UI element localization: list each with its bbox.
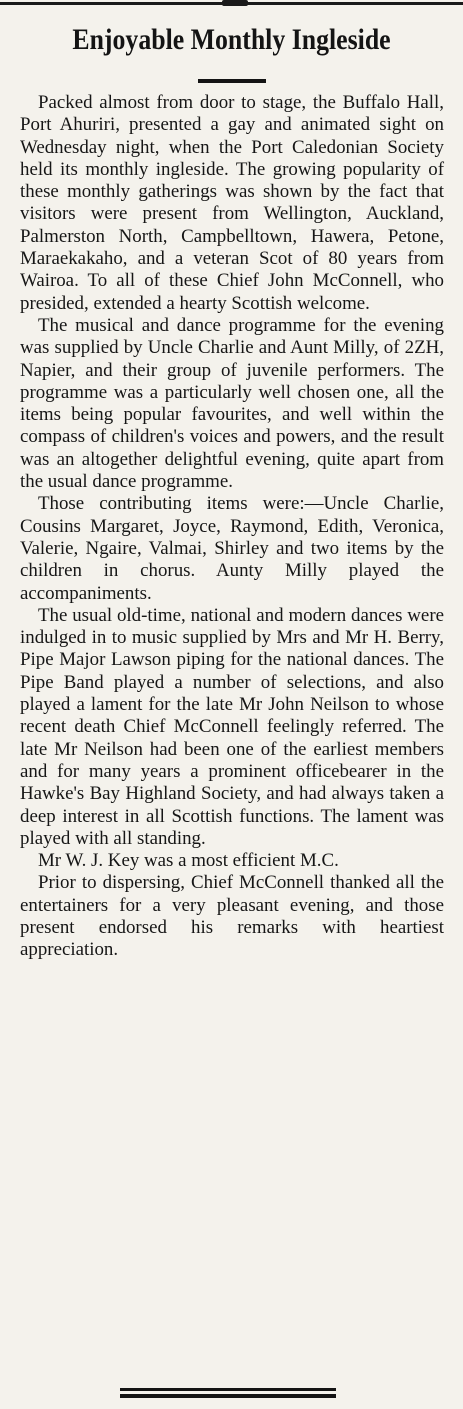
paragraph-6: Prior to dispersing, Chief McConnell thanked all the entertainers for a very pleasant evening, and those present endorsed his remarks with heartiest appreciation. [20,872,444,961]
paragraph-3: Those contributing items were:—Uncle Charlie, Cousins Margaret, Joyce, Raymond, Edith, Veronica, Valerie, Ngaire, Valmai, Shirley and two items by the children in chorus. Aunty Milly played the accompaniments. [20,493,444,604]
paragraph-2: The musical and dance programme for the evening was supplied by Uncle Charlie and Aunt Milly, of 2ZH, Napier, and their group of juvenile performers. The programme was a particularly well chosen one, all the items being popular favourites, and well within the compass of children's voices and powers, and the result was an altogether delightful evening, quite apart from the usual dance programme. [20,314,444,493]
end-rule-thin [120,1388,336,1391]
headline-rule [198,79,266,83]
end-rule [120,1388,336,1398]
top-ornament [222,0,248,6]
headline: Enjoyable Monthly Ingleside [72,23,391,56]
paragraph-4: The usual old-time, national and modern dances were indulged in to music supplied by Mrs and Mr H. Berry, Pipe Major Lawson piping for the national dances. The Pipe Band played a number of selections, and also played a lament for the late Mr John Neilson to whose recent death Chief McConnell feelingly referred. The late Mr Neilson had been one of the earliest members and for many years a prominent officebearer in the Hawke's Bay Highland Society, and had always taken a deep interest in all Scottish functions. The lament was played with all standing. [20,604,444,849]
end-rule-thick [120,1394,336,1398]
article-body [20,92,444,962]
paragraph-1: Packed almost from door to stage, the Buffalo Hall, Port Ahuriri, presented a gay and animated sight on Wednesday night, when the Port Caledonian Society held its monthly ingleside. The growing popularity of these monthly gatherings was shown by the fact that visitors were present from Wellington, Auckland, Palmerston North, Campbelltown, Hawera, Petone, Maraekakaho, and a veteran Scot of 80 years from Wairoa. To all of these Chief John McConnell, who presided, extended a hearty Scottish welcome. [20,92,444,314]
paragraph-5: Mr W. J. Key was a most efficient M.C. [38,850,339,872]
